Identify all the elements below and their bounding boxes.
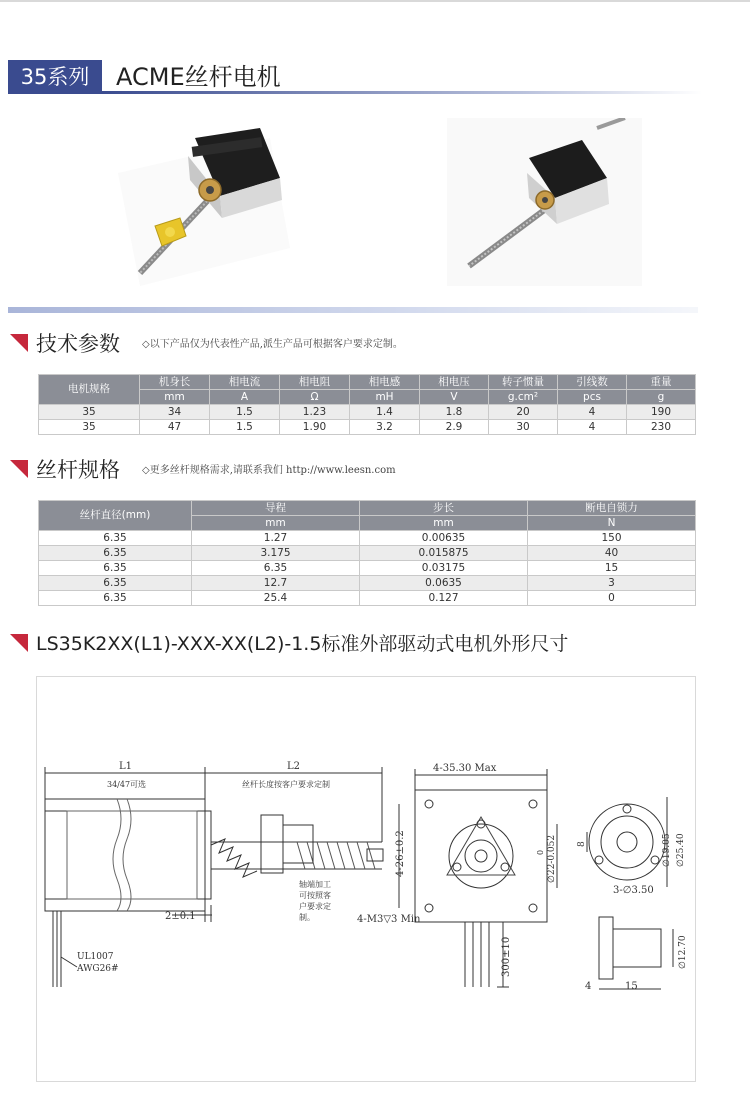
table-cell: 3.175 (192, 546, 360, 561)
tech-col-header: 电机规格 (39, 375, 140, 405)
screw-heading: 丝杆规格 (36, 458, 120, 482)
tech-col-header: 相电流 (210, 375, 280, 390)
dim-nut-8: 8 (577, 841, 587, 847)
series-badge: 35系列 (8, 60, 102, 94)
table-cell: 190 (627, 405, 696, 420)
table-cell: 25.4 (192, 591, 360, 606)
table-cell: 6.35 (39, 576, 192, 591)
page-header (8, 60, 698, 94)
screw-col-header: 断电自锁力 (528, 501, 696, 516)
table-cell: 150 (528, 531, 696, 546)
top-rule (0, 0, 750, 2)
table-cell: 1.8 (420, 405, 489, 420)
screw-header-row (39, 501, 696, 516)
dim-flange: 2±0.1 (165, 911, 196, 922)
dim-nut-holes: 3-∅3.50 (613, 885, 654, 896)
dim-nut-d1: ∅19.05 (662, 833, 672, 867)
tech-col-unit: A (210, 390, 280, 405)
table-cell: 4 (558, 420, 627, 435)
tech-col-unit: g (627, 390, 696, 405)
tech-header-row (39, 375, 696, 390)
table-row (39, 531, 696, 546)
table-cell: 1.5 (210, 420, 280, 435)
red-triangle-icon (10, 460, 28, 478)
shaft-note-3: 户要求定 (299, 902, 331, 911)
table-cell: 1.4 (350, 405, 420, 420)
screw-section-heading (10, 456, 710, 484)
dim-lead-length: 300±10 (501, 936, 512, 977)
screw-col-header: 丝杆直径(mm) (39, 501, 192, 531)
red-triangle-icon (10, 634, 28, 652)
table-cell: 47 (140, 420, 210, 435)
shaft-note-2: 可按照客 (299, 891, 331, 900)
table-cell: 1.5 (210, 405, 280, 420)
table-cell: 40 (528, 546, 696, 561)
red-triangle-icon (10, 334, 28, 352)
tech-col-header: 机身长 (140, 375, 210, 390)
dim-l2: L2 (287, 761, 301, 772)
screw-col-unit: mm (192, 516, 360, 531)
table-cell: 1.90 (280, 420, 350, 435)
drawing-section-heading (10, 630, 730, 658)
dim-l1-note: 34/47可选 (107, 780, 147, 789)
tech-note: ◇以下产品仅为代表性产品,派生产品可根据客户要求定制。 (142, 339, 403, 350)
dim-nut-d2: ∅25.40 (676, 833, 686, 867)
table-cell: 1.27 (192, 531, 360, 546)
screw-note: ◇更多丝杆规格需求,请联系我们 http://www.leesn.com (142, 465, 396, 476)
tech-col-unit: V (420, 390, 489, 405)
table-cell: 15 (528, 561, 696, 576)
dimension-drawing (36, 676, 696, 1082)
tech-heading: 技术参数 (36, 332, 120, 356)
tech-col-unit: pcs (558, 390, 627, 405)
table-row (39, 420, 696, 435)
tech-section-heading (10, 330, 710, 358)
table-row (39, 591, 696, 606)
table-cell: 35 (39, 420, 140, 435)
drawing-heading: LS35K2XX(L1)-XXX-XX(L2)-1.5标准外部驱动式电机外形尺寸 (36, 633, 569, 655)
wire-spec-1: UL1007 (77, 952, 114, 962)
table-cell: 6.35 (39, 561, 192, 576)
product-photo-right (447, 118, 642, 286)
page-title: ACME丝杆电机 (116, 63, 281, 91)
tech-table (38, 374, 696, 435)
dim-l1: L1 (119, 761, 133, 772)
table-cell: 3.2 (350, 420, 420, 435)
dim-width: 4-35.30 Max (433, 763, 497, 774)
product-photo-left (110, 118, 295, 288)
dim-nut-4: 4 (585, 981, 592, 992)
table-row (39, 561, 696, 576)
section-divider (8, 307, 698, 313)
screw-col-unit: mm (360, 516, 528, 531)
table-cell: 35 (39, 405, 140, 420)
tech-col-header: 相电阻 (280, 375, 350, 390)
table-cell: 0.127 (360, 591, 528, 606)
tech-col-unit: mH (350, 390, 420, 405)
table-cell: 34 (140, 405, 210, 420)
table-cell: 0.015875 (360, 546, 528, 561)
shaft-note-4: 制。 (299, 913, 315, 922)
dim-boss-tol: 0 (536, 849, 545, 855)
table-cell: 6.35 (39, 531, 192, 546)
tech-col-header: 相电感 (350, 375, 420, 390)
table-cell: 6.35 (39, 591, 192, 606)
dim-boss: ∅22-0.052 (547, 834, 557, 883)
table-cell: 30 (489, 420, 558, 435)
table-cell: 2.9 (420, 420, 489, 435)
dim-nut-15: 15 (625, 981, 638, 992)
tech-col-unit: mm (140, 390, 210, 405)
table-cell: 0 (528, 591, 696, 606)
table-cell: 6.35 (192, 561, 360, 576)
table-cell: 6.35 (39, 546, 192, 561)
tech-col-header: 引线数 (558, 375, 627, 390)
header-underline (102, 91, 702, 94)
screw-col-header: 导程 (192, 501, 360, 516)
screw-table (38, 500, 696, 606)
drawing-canvas (37, 677, 697, 1083)
screw-col-unit: N (528, 516, 696, 531)
table-cell: 20 (489, 405, 558, 420)
tech-col-header: 转子惯量 (489, 375, 558, 390)
dim-nut-h: ∅12.70 (678, 935, 688, 969)
tech-col-header: 重量 (627, 375, 696, 390)
table-cell: 0.00635 (360, 531, 528, 546)
tech-col-unit: g.cm² (489, 390, 558, 405)
dim-l2-note: 丝杆长度按客户要求定制 (242, 780, 330, 789)
tech-col-unit: Ω (280, 390, 350, 405)
table-cell: 230 (627, 420, 696, 435)
table-cell: 0.03175 (360, 561, 528, 576)
table-row (39, 405, 696, 420)
table-cell: 0.0635 (360, 576, 528, 591)
table-cell: 4 (558, 405, 627, 420)
dim-mount: 4-26±0.2 (395, 830, 406, 877)
dim-holes: 4-M3▽3 Min (357, 914, 421, 925)
wire-spec-2: AWG26# (77, 964, 119, 974)
tech-col-header: 相电压 (420, 375, 489, 390)
table-row (39, 576, 696, 591)
table-cell: 3 (528, 576, 696, 591)
screw-col-header: 步长 (360, 501, 528, 516)
shaft-note-1: 轴端加工 (299, 880, 331, 889)
table-cell: 12.7 (192, 576, 360, 591)
table-row (39, 546, 696, 561)
table-cell: 1.23 (280, 405, 350, 420)
